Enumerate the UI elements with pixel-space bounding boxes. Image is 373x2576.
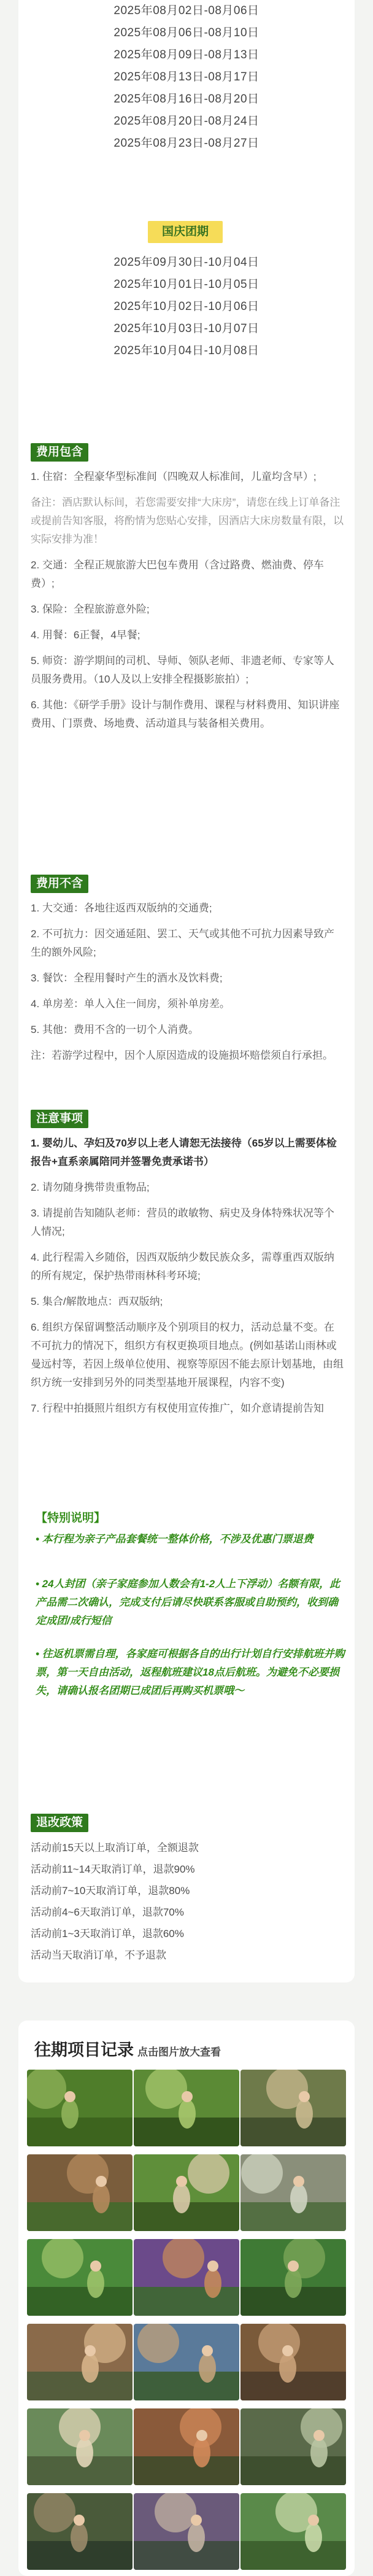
project-photo[interactable] xyxy=(134,2154,239,2231)
fee-included-label: 费用包含 xyxy=(31,443,88,462)
project-photo[interactable] xyxy=(240,2493,346,2570)
refund-policy-label: 退改政策 xyxy=(31,1814,88,1832)
project-photo[interactable] xyxy=(240,2324,346,2400)
itinerary-card xyxy=(18,0,355,1982)
list-item: 注：若游学过程中，因个人原因造成的设施损坏赔偿须自行承担。 xyxy=(31,1050,333,1061)
gallery-title: 往期项目记录 xyxy=(34,2041,134,2059)
list-item: 4. 此行程需入乡随俗，因西双版纳少数民族众多，需尊重西双版纳的所有规定，保护热带雨林科考环境; xyxy=(31,1251,334,1282)
list-item: 3. 请提前告知随队老师：营员的敢敏物、病史及身体特殊状况等个人情况; xyxy=(31,1207,334,1237)
special-note-item: • 往返机票需自理，各家庭可根据各自的出行计划自行安排航班并购票，第一天自由活动，返程航班建议18点后航班。为避免不必要损失，请确认报名团期已成团后再购买机票哦～ xyxy=(36,1648,345,1696)
gallery-heading xyxy=(34,2036,221,2060)
list-item: 5. 集合/解散地点：西双版纳; xyxy=(31,1296,163,1307)
national-day-date-list xyxy=(18,252,355,362)
list-item: 活动前11~14天取消订单，退款90% xyxy=(31,1863,195,1875)
date-row: 2025年08月13日-08月17日 xyxy=(113,71,260,83)
list-item: 5. 师资：游学期间的司机、导师、领队老师、非遗老师、专家等人员服务费用。（10人及以上安排全程摄影旅拍）; xyxy=(31,655,334,685)
project-photo[interactable] xyxy=(27,2408,133,2485)
project-photo[interactable] xyxy=(240,2239,346,2316)
list-item: 2. 请勿随身携带贵重物品; xyxy=(31,1182,150,1193)
project-photo[interactable] xyxy=(27,2324,133,2400)
list-item: 1. 大交通：各地往返西双版纳的交通费; xyxy=(31,902,212,914)
project-photo[interactable] xyxy=(134,2239,239,2316)
past-projects-card xyxy=(18,2021,355,2576)
list-item: 1. 住宿：全程豪华型标准间（四晚双人标准间，儿童均含早）; xyxy=(31,471,317,482)
notes-label: 注意事项 xyxy=(31,1110,88,1128)
project-photo[interactable] xyxy=(27,2070,133,2146)
list-item: 4. 单房差：单人入住一间房，须补单房差。 xyxy=(31,998,230,1010)
notes-list xyxy=(31,1134,344,1425)
list-item: 活动当天取消订单，不予退款 xyxy=(31,1949,166,1961)
list-item: 7. 行程中拍摄照片组织方有权使用宣传推广，如介意请提前告知 xyxy=(31,1402,324,1414)
list-item: 2. 交通：全程正规旅游大巴包车费用（含过路费、燃油费、停车费）; xyxy=(31,559,324,589)
list-item: 活动前4~6天取消订单，退款70% xyxy=(31,1906,184,1918)
date-row: 2025年08月20日-08月24日 xyxy=(113,115,260,128)
date-row: 2025年08月16日-08月20日 xyxy=(113,93,260,106)
fee-included-list xyxy=(31,468,344,740)
date-row: 2025年10月01日-10月05日 xyxy=(113,278,260,291)
project-photo[interactable] xyxy=(134,2070,239,2146)
list-item: 3. 保险：全程旅游意外险; xyxy=(31,603,150,615)
list-item: 3. 餐饮：全程用餐时产生的酒水及饮料费; xyxy=(31,972,223,984)
date-row: 2025年08月06日-08月10日 xyxy=(113,26,260,39)
list-item: 活动前1~3天取消订单，退款60% xyxy=(31,1928,184,1940)
refund-policy-list xyxy=(31,1837,344,1966)
project-photo[interactable] xyxy=(240,2408,346,2485)
date-row: 2025年10月02日-10月06日 xyxy=(113,300,260,313)
date-row: 2025年10月03日-10月07日 xyxy=(113,322,260,335)
list-item: 活动前15天以上取消订单，全额退款 xyxy=(31,1842,199,1854)
photo-grid xyxy=(27,2070,346,2570)
list-item: 6. 其他：《研学手册》设计与制作费用、课程与材料费用、知识讲座费用、门票费、场地费、活动道具与装备相关费用。 xyxy=(31,699,340,729)
special-note-item: • 本行程为亲子产品套餐统一整体价格，不涉及优惠门票退费 xyxy=(36,1533,313,1545)
list-item: 活动前7~10天取消订单，退款80% xyxy=(31,1885,190,1897)
project-photo[interactable] xyxy=(134,2408,239,2485)
summer-date-list xyxy=(18,0,355,155)
fee-excluded-list xyxy=(31,899,344,1072)
date-row: 2025年09月30日-10月04日 xyxy=(113,256,260,269)
project-photo[interactable] xyxy=(240,2070,346,2146)
date-row: 2025年08月23日-08月27日 xyxy=(113,137,260,150)
list-item: 6. 组织方保留调整活动顺序及个别项目的权力，活动总量不变。在不可抗力的情况下，组织方有权更换项目地点。(例如基诺山雨林或曼远村等，若因上级单位使用、视察等原因不能去原计划基地，由组织方统一安排到另外的同类型基地开展课程，内容不变) xyxy=(31,1321,344,1388)
list-item: 2. 不可抗力：因交通延阻、罢工、天气或其他不可抗力因素导致产生的额外风险; xyxy=(31,928,334,958)
project-photo[interactable] xyxy=(27,2493,133,2570)
list-item: 1. 婴幼儿、孕妇及70岁以上老人请恕无法接待（65岁以上需要体检报告+直系亲属陪同并签署免责承诺书） xyxy=(31,1137,337,1167)
list-item: 备注：酒店默认标间，若您需要安排“大床房”，请您在线上订单备注或提前告知客服，将酌情为您贴心安排，因酒店大床房数量有限，以实际安排为准！ xyxy=(31,497,344,545)
list-item: 4. 用餐：6正餐，4早餐; xyxy=(31,629,140,641)
project-photo[interactable] xyxy=(27,2154,133,2231)
project-photo[interactable] xyxy=(27,2239,133,2316)
date-row: 2025年08月02日-08月06日 xyxy=(113,4,260,17)
project-photo[interactable] xyxy=(134,2324,239,2400)
gallery-subtitle: 点击图片放大查看 xyxy=(137,2046,221,2058)
project-photo[interactable] xyxy=(240,2154,346,2231)
date-row: 2025年10月04日-10月08日 xyxy=(113,344,260,357)
list-item: 5. 其他：费用不含的一切个人消费。 xyxy=(31,1024,199,1035)
date-row: 2025年08月09日-08月13日 xyxy=(113,48,260,61)
project-photo[interactable] xyxy=(134,2493,239,2570)
special-notes-title: 【特别说明】 xyxy=(36,1512,106,1525)
fee-excluded-label: 费用不含 xyxy=(31,875,88,893)
special-note-item: • 24人封团（亲子家庭参加人数会有1-2人上下浮动）名额有限，此产品需二次确认，完成支付后请尽快联系客服或自助预约，收到确定成团/成行短信 xyxy=(36,1578,340,1626)
national-day-title: 国庆团期 xyxy=(148,221,223,243)
